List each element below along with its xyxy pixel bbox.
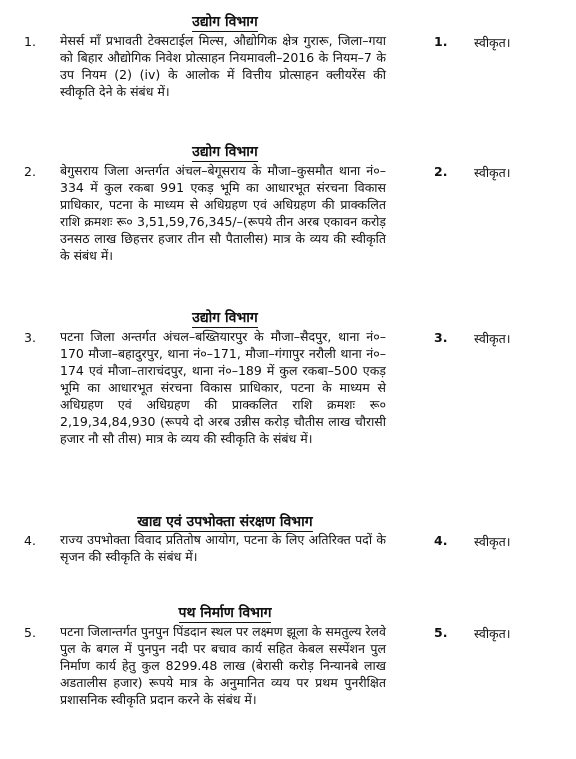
item-text: राज्य उपभोक्ता विवाद प्रतितोष आयोग, पटना के लिए अतिरिक्त पदों के सृजन की स्वीकृति के संबंध में। xyxy=(60,532,386,564)
item-number: 5. xyxy=(24,625,36,640)
department-heading: उद्योग विभाग xyxy=(192,14,258,30)
result-number: 1. xyxy=(434,34,448,49)
result-status: स्वीकृत। xyxy=(474,626,511,641)
result-status: स्वीकृत। xyxy=(474,165,511,180)
department-heading: उद्योग विभाग xyxy=(192,144,258,160)
item-text: बेगुसराय जिला अन्तर्गत अंचल–बेगूसराय के मौजा–कुसमौत थाना नं०–334 में कुल रकबा 991 एकड़ भूमि का आधारभूत संरचना विकास प्राधिकार, पटना के माध्यम से अधिग्रहण एवं अधिग्रहण की प्राक्कलित राशि क्रमशः रू० 3,51,59,76,345/–(रूपये तीन अरब एकावन करोड़ उनसठ लाख छिहत्तर हजार तीन सौ पैतालीस) मात्र के व्यय की स्वीकृति के संबंध में। xyxy=(60,163,386,263)
result-number: 4. xyxy=(434,533,448,548)
department-heading: उद्योग विभाग xyxy=(192,310,258,326)
item-text: पटना जिला अन्तर्गत अंचल–बख्तियारपुर के मौजा–सैदपुर, थाना नं०–170 मौजा–बहादुरपुर, थाना नं०–171, मौजा–गंगापुर नरौली थाना नं०–174 एवं मौजा–ताराचंदपुर, थाना नं०–189 में कुल रकबा–500 एकड़ भूमि का आधारभूत संरचना विकास प्राधिकार, पटना के माध्यम से अधिग्रहण एवं अधिग्रहण की प्राक्कलित राशि क्रमशः रू० 2,19,34,84,930 (रूपये दो अरब उन्नीस करोड़ चौतीस लाख चौरासी हजार नौ सौ तीस) मात्र के व्यय की स्वीकृति के संबंध में। xyxy=(60,329,386,446)
item-text: पटना जिलान्तर्गत पुनपुन पिंडदान स्थल पर लक्ष्मण झूला के समतुल्य रेलवे पुल के बगल में पुनपुन नदी पर बचाव कार्य सहित केबल सस्पेंशन पुल निर्माण कार्य हेतु कुल 8299.48 लाख (बेरासी करोड़ निन्यानबे लाख अडतालीस हजार) रूपये मात्र के अनुमानित व्यय पर प्रथम पुनरीक्षित प्रशासनिक स्वीकृति प्रदान करने के संबंध में। xyxy=(60,624,386,707)
item-text: मेसर्स माँ प्रभावती टेक्सटाईल मिल्स, औद्योगिक क्षेत्र गुरारू, जिला–गया को बिहार औद्योगिक निवेश प्रोत्साहन नियमावली–2016 के नियम–7 के उप नियम (2) (iv) के आलोक में वित्तीय प्रोत्साहन क्लीयरेंस की स्वीकृति देने के संबंध में। xyxy=(60,33,386,99)
result-status: स्वीकृत। xyxy=(474,534,511,549)
result-status: स्वीकृत। xyxy=(474,331,511,346)
result-status: स्वीकृत। xyxy=(474,35,511,50)
result-number: 3. xyxy=(434,330,448,345)
item-number: 4. xyxy=(24,533,36,548)
department-heading: खाद्य एवं उपभोक्ता संरक्षण विभाग xyxy=(137,514,313,530)
result-number: 5. xyxy=(434,625,448,640)
department-heading: पथ निर्माण विभाग xyxy=(178,605,272,621)
item-number: 1. xyxy=(24,34,36,49)
item-number: 3. xyxy=(24,330,36,345)
result-number: 2. xyxy=(434,164,448,179)
item-number: 2. xyxy=(24,164,36,179)
